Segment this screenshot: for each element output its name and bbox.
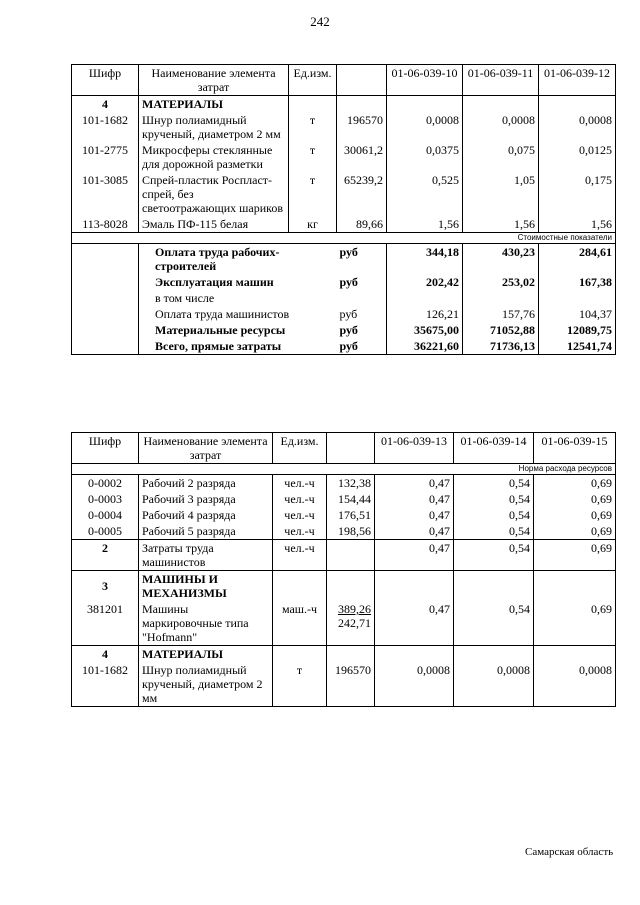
row-value-3: 0,175	[539, 172, 616, 216]
row-value-1: 0,47	[375, 523, 454, 540]
header-unit: Ед.изм.	[289, 65, 337, 96]
row-unit: чел.-ч	[273, 475, 327, 492]
cost-name: Оплата труда машинистов	[139, 306, 337, 322]
header-col3: 01-06-039-15	[534, 433, 616, 464]
row-value-2: 0,0008	[454, 662, 534, 707]
row-value-3: 0,0125	[539, 142, 616, 172]
header-col2: 01-06-039-11	[463, 65, 539, 96]
row-value-2: 0,54	[454, 491, 534, 507]
row-price: 154,44	[327, 491, 375, 507]
cost-name: Оплата труда рабочих-строителей	[139, 244, 337, 275]
cost-value-1: 202,42	[387, 274, 463, 290]
row-unit: кг	[289, 216, 337, 233]
row-price	[327, 601, 375, 646]
row-value-3: 0,69	[534, 491, 616, 507]
row-value-1: 0,47	[375, 601, 454, 646]
row-unit: т	[289, 172, 337, 216]
row-name: Шнур полиамидный крученый, диаметром 2 мм	[139, 662, 273, 707]
cost-value-3: 12089,75	[539, 322, 616, 338]
row-name: Спрей-пластик Роспласт-спрей, без светоотражающих шариков	[139, 172, 289, 216]
row-name: Шнур полиамидный крученый, диаметром 2 мм	[139, 112, 289, 142]
row-code: 113-8028	[72, 216, 139, 233]
cost-value-3: 284,61	[539, 244, 616, 275]
row-unit: т	[273, 662, 327, 707]
cost-value-3: 167,38	[539, 274, 616, 290]
cost-value-1: 344,18	[387, 244, 463, 275]
row-value-1: 0,525	[387, 172, 463, 216]
price-bottom: 242,71	[338, 616, 371, 630]
row-value-1: 0,0375	[387, 142, 463, 172]
cost-value-2: 253,02	[463, 274, 539, 290]
section-row	[72, 96, 616, 113]
header-code: Шифр	[72, 433, 139, 464]
table-row	[72, 662, 616, 707]
row-value-2: 0,54	[454, 601, 534, 646]
row-value-3: 0,69	[534, 475, 616, 492]
row-code: 101-1682	[72, 662, 139, 707]
row-unit: чел.-ч	[273, 507, 327, 523]
row-value-2: 0,0008	[463, 112, 539, 142]
cost-name: Материальные ресурсы	[139, 322, 337, 338]
cost-value-3: 104,37	[539, 306, 616, 322]
table-header-row	[72, 433, 616, 464]
row-value-3: 0,0008	[539, 112, 616, 142]
section-code: 3	[72, 571, 139, 602]
operators-row	[72, 540, 616, 571]
cost-value-2: 71052,88	[463, 322, 539, 338]
row-value-1: 0,47	[375, 507, 454, 523]
cost-unit: руб	[337, 274, 387, 290]
section-row	[72, 646, 616, 663]
header-price	[327, 433, 375, 464]
cost-unit: руб	[337, 244, 387, 275]
section-title: МАТЕРИАЛЫ	[139, 646, 273, 663]
section-code: 4	[72, 646, 139, 663]
resource-table-2	[71, 432, 616, 707]
section-title: МАТЕРИАЛЫ	[139, 96, 289, 113]
cost-value-2: 157,76	[463, 306, 539, 322]
including-label: в том числе	[139, 290, 387, 306]
cost-value-3: 12541,74	[539, 338, 616, 355]
row-unit: чел.-ч	[273, 540, 327, 571]
cost-unit: руб	[337, 338, 387, 355]
row-price: 89,66	[337, 216, 387, 233]
row-code: 2	[72, 540, 139, 571]
caption-row	[72, 464, 616, 475]
section-title: МАШИНЫ И МЕХАНИЗМЫ	[139, 571, 273, 602]
footer-region: Самарская область	[525, 846, 614, 858]
row-unit: т	[289, 112, 337, 142]
row-value-1: 0,0008	[387, 112, 463, 142]
header-code: Шифр	[72, 65, 139, 96]
norm-caption: Норма расхода ресурсов	[375, 464, 616, 475]
row-value-3: 0,69	[534, 540, 616, 571]
page-number: 242	[310, 14, 330, 29]
row-value-2: 0,54	[454, 540, 534, 571]
row-name: Микросферы стеклянные для дорожной разметки	[139, 142, 289, 172]
row-value-2: 0,54	[454, 507, 534, 523]
row-value-3: 0,69	[534, 507, 616, 523]
row-price: 30061,2	[337, 142, 387, 172]
price-top: 389,26	[338, 602, 371, 616]
row-value-2: 0,075	[463, 142, 539, 172]
row-value-2: 1,05	[463, 172, 539, 216]
row-price: 176,51	[327, 507, 375, 523]
row-unit: чел.-ч	[273, 523, 327, 540]
section-row	[72, 571, 616, 602]
cost-unit: руб	[337, 306, 387, 322]
header-col1: 01-06-039-10	[387, 65, 463, 96]
header-col1: 01-06-039-13	[375, 433, 454, 464]
row-name: Рабочий 2 разряда	[139, 475, 273, 492]
row-price: 196570	[327, 662, 375, 707]
header-name: Наименование элемента затрат	[139, 65, 289, 96]
row-value-2: 1,56	[463, 216, 539, 233]
row-unit: маш.-ч	[273, 601, 327, 646]
cost-row-including	[72, 290, 616, 306]
caption-row	[72, 233, 616, 244]
row-value-1: 1,56	[387, 216, 463, 233]
table-row	[72, 112, 616, 142]
row-value-3: 1,56	[539, 216, 616, 233]
table-row	[72, 172, 616, 216]
table-row	[72, 216, 616, 233]
table-row	[72, 475, 616, 492]
cost-row-machines	[72, 274, 616, 290]
cost-row-resources	[72, 322, 616, 338]
row-price: 65239,2	[337, 172, 387, 216]
row-code: 0-0003	[72, 491, 139, 507]
cost-row-operators	[72, 306, 616, 322]
row-name: Затраты труда машинистов	[139, 540, 273, 571]
row-unit: т	[289, 142, 337, 172]
row-code: 101-2775	[72, 142, 139, 172]
table-row	[72, 601, 616, 646]
cost-value-1: 35675,00	[387, 322, 463, 338]
row-price: 198,56	[327, 523, 375, 540]
table-header-row	[72, 65, 616, 96]
header-col3: 01-06-039-12	[539, 65, 616, 96]
cost-name: Эксплуатация машин	[139, 274, 337, 290]
row-code: 0-0002	[72, 475, 139, 492]
row-value-1: 0,0008	[375, 662, 454, 707]
row-value-1: 0,47	[375, 475, 454, 492]
row-name: Машины маркировочные типа "Hofmann"	[139, 601, 273, 646]
row-name: Рабочий 3 разряда	[139, 491, 273, 507]
header-col2: 01-06-039-14	[454, 433, 534, 464]
cost-row-labor	[72, 244, 616, 275]
cost-value-2: 71736,13	[463, 338, 539, 355]
header-name: Наименование элемента затрат	[139, 433, 273, 464]
row-value-2: 0,54	[454, 523, 534, 540]
row-price: 196570	[337, 112, 387, 142]
row-name: Рабочий 4 разряда	[139, 507, 273, 523]
cost-caption: Стоимостные показатели	[387, 233, 616, 244]
cost-value-1: 36221,60	[387, 338, 463, 355]
row-price: 132,38	[327, 475, 375, 492]
table-row	[72, 523, 616, 540]
resource-table-1	[71, 64, 616, 355]
table-row	[72, 491, 616, 507]
header-price	[337, 65, 387, 96]
row-name: Рабочий 5 разряда	[139, 523, 273, 540]
row-code: 101-3085	[72, 172, 139, 216]
row-value-1: 0,47	[375, 540, 454, 571]
row-value-2: 0,54	[454, 475, 534, 492]
cost-value-1: 126,21	[387, 306, 463, 322]
row-unit: чел.-ч	[273, 491, 327, 507]
table-row	[72, 142, 616, 172]
cost-unit: руб	[337, 322, 387, 338]
row-value-3: 0,0008	[534, 662, 616, 707]
row-code: 381201	[72, 601, 139, 646]
row-value-1: 0,47	[375, 491, 454, 507]
row-code: 0-0004	[72, 507, 139, 523]
header-unit: Ед.изм.	[273, 433, 327, 464]
section-code: 4	[72, 96, 139, 113]
row-name: Эмаль ПФ-115 белая	[139, 216, 289, 233]
row-code: 101-1682	[72, 112, 139, 142]
row-value-3: 0,69	[534, 601, 616, 646]
cost-row-total	[72, 338, 616, 355]
cost-value-2: 430,23	[463, 244, 539, 275]
table-row	[72, 507, 616, 523]
row-value-3: 0,69	[534, 523, 616, 540]
cost-name: Всего, прямые затраты	[139, 338, 337, 355]
row-code: 0-0005	[72, 523, 139, 540]
